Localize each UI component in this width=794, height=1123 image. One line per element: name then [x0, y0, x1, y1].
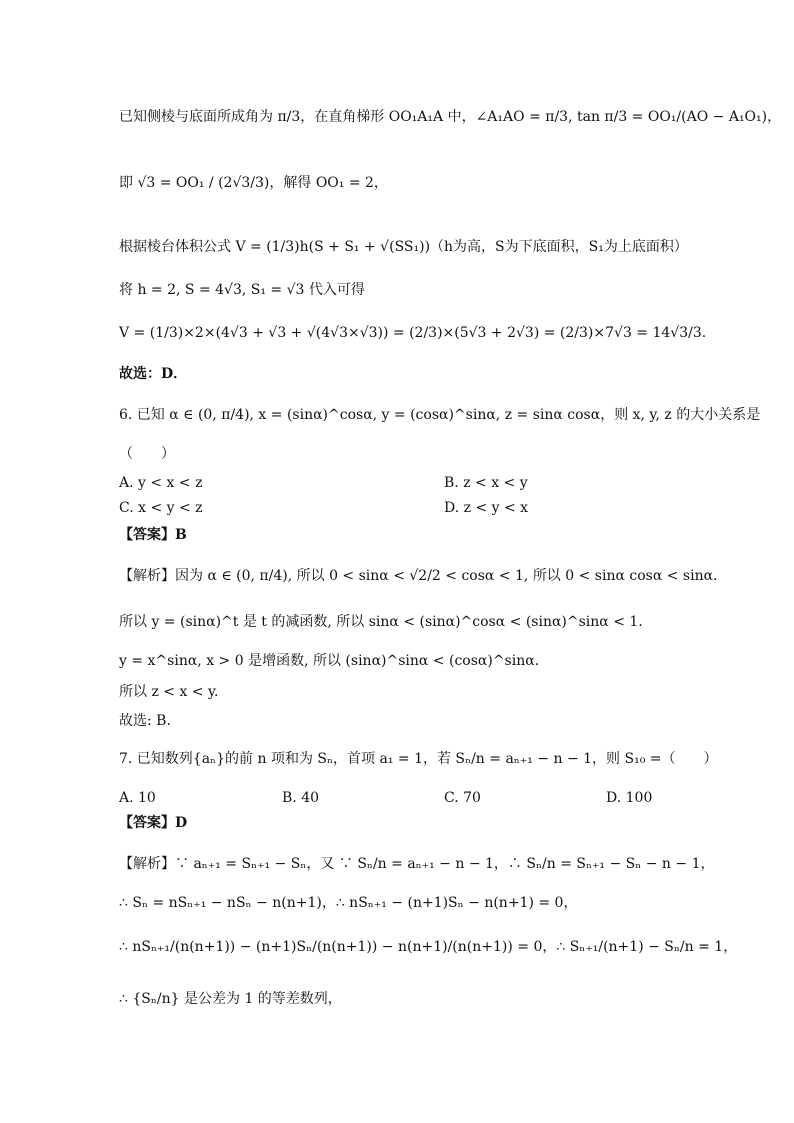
option-c[interactable]: C. x < y < z — [119, 500, 203, 516]
question-6-bracket: （ ） — [119, 446, 175, 462]
option-b[interactable]: B. z < x < y — [444, 475, 528, 491]
analysis-7-line-3: ∴ nSₙ₊₁/(n(n+1)) − (n+1)Sₙ/(n(n+1)) − n(n+1)/(n(n+1)) = 0，∴ Sₙ₊₁/(n+1) − Sₙ/n = 1， — [119, 939, 738, 955]
analysis-6-line-2: 所以 y = (sinα)^t 是 t 的减函数, 所以 sinα < (sinα)^cosα < (sinα)^sinα < 1. — [119, 614, 643, 630]
solution-line-volume-formula: 根据棱台体积公式 V = (1/3)h(S + S₁ + √(SS₁))（h为高，S为下底面积，S₁为上底面积） — [119, 239, 688, 255]
solution-line-volume-calc: V = (1/3)×2×(4√3 + √3 + √(4√3×√3)) = (2/3)×(5√3 + 2√3) = (2/3)×7√3 = 14√3/3. — [119, 325, 707, 341]
question-7-stem: 7. 已知数列{aₙ}的前 n 项和为 Sₙ，首项 a₁ = 1，若 Sₙ/n = aₙ₊₁ − n − 1，则 S₁₀ =（ ） — [119, 751, 718, 767]
option-c[interactable]: C. 70 — [444, 790, 481, 806]
option-d[interactable]: D. 100 — [606, 790, 653, 806]
analysis-6-line-5: 故选: B. — [119, 713, 171, 729]
analysis-7-line-1: 【解析】∵ aₙ₊₁ = Sₙ₊₁ − Sₙ，又 ∵ Sₙ/n = aₙ₊₁ − n − 1，∴ Sₙ/n = Sₙ₊₁ − Sₙ − n − 1， — [119, 856, 715, 872]
analysis-7-line-2: ∴ Sₙ = nSₙ₊₁ − nSₙ − n(n+1)，∴ nSₙ₊₁ − (n+1)Sₙ − n(n+1) = 0， — [119, 895, 578, 911]
analysis-6-line-4: 所以 z < x < y. — [119, 684, 219, 700]
option-d[interactable]: D. z < y < x — [444, 500, 529, 516]
question-7-options-row — [119, 790, 679, 806]
solution-line-angle: 已知侧棱与底面所成角为 π/3，在直角梯形 OO₁A₁A 中，∠A₁AO = π/3, tan π/3 = OO₁/(AO − A₁O₁)， — [119, 109, 782, 125]
analysis-7-line-4: ∴ {Sₙ/n} 是公差为 1 的等差数列， — [119, 991, 342, 1007]
choice-line-d: 故选：D． — [119, 366, 188, 382]
analysis-6-line-3: y = x^sinα, x > 0 是增函数, 所以 (sinα)^sinα < (cosα)^sinα. — [119, 653, 540, 669]
answer-7: 【答案】D — [119, 815, 188, 831]
question-6-stem: 6. 已知 α ∈ (0, π/4), x = (sinα)^cosα, y = (cosα)^sinα, z = sinα cosα，则 x, y, z 的大小关系是 — [119, 407, 761, 423]
analysis-6-line-1: 【解析】因为 α ∈ (0, π/4), 所以 0 < sinα < √2/2 < cosα < 1, 所以 0 < sinα cosα < sinα. — [119, 568, 718, 584]
solution-line-solve-oo1: 即 √3 = OO₁ / (2√3/3)，解得 OO₁ = 2， — [119, 175, 388, 191]
solution-line-substitute: 将 h = 2, S = 4√3, S₁ = √3 代入可得 — [119, 282, 365, 298]
option-a[interactable]: A. y < x < z — [119, 475, 203, 491]
question-6-options-row-2 — [119, 500, 719, 516]
option-b[interactable]: B. 40 — [282, 790, 320, 806]
question-6-options-row-1 — [119, 475, 719, 491]
answer-6: 【答案】B — [119, 527, 187, 543]
option-a[interactable]: A. 10 — [119, 790, 156, 806]
